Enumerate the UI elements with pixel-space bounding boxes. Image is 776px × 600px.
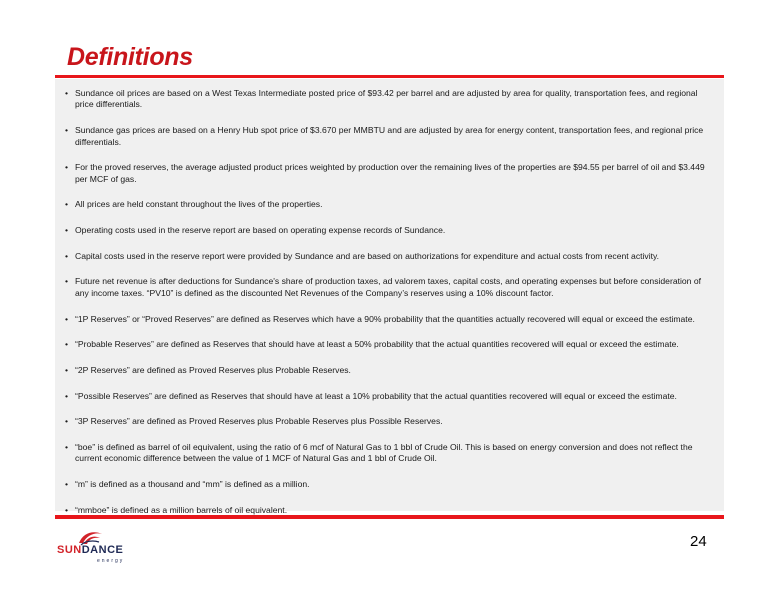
definitions-list: [65, 88, 714, 516]
definitions-panel: [55, 79, 724, 515]
list-item-text: Capital costs used in the reserve report were provided by Sundance and are based on authorizations for expenditure and actual costs from recent activity.: [75, 250, 660, 261]
list-item-text: Sundance gas prices are based on a Henry Hub spot price of $3.670 per MMBTU and are adjusted by area for energy content, transportation fees, and regional price differentials.: [75, 125, 704, 147]
page-number: 24: [690, 533, 707, 550]
bullet-icon: •: [65, 390, 69, 401]
list-item: [65, 251, 714, 262]
list-item-text: All prices are held constant throughout the lives of the properties.: [75, 199, 323, 210]
list-item: [65, 88, 714, 111]
list-item: [65, 416, 714, 427]
top-divider: [55, 75, 724, 78]
bullet-icon: •: [65, 313, 69, 324]
list-item: [65, 365, 714, 376]
list-item: [65, 276, 714, 299]
list-item: [65, 391, 714, 402]
bullet-icon: •: [65, 442, 69, 453]
bullet-icon: •: [65, 199, 69, 210]
list-item-text: Future net revenue is after deductions for Sundance's share of production taxes, ad valorem taxes, capital costs, and operating expenses but before consideration of any income taxes. “PV10” is defined as the discounted Net Revenues of the Company’s reserves using a 10% discount factor.: [75, 276, 702, 298]
list-item-text: For the proved reserves, the average adjusted product prices weighted by production over the remaining lives of the properties are $94.55 per barrel of oil and $3.449 per MCF of gas.: [75, 162, 705, 184]
page-title: Definitions: [67, 43, 193, 71]
bullet-icon: •: [65, 364, 69, 375]
bullet-icon: •: [65, 339, 69, 350]
bullet-icon: •: [65, 162, 69, 173]
list-item: [65, 162, 714, 185]
list-item-text: Operating costs used in the reserve report are based on operating expense records of Sundance.: [75, 225, 446, 236]
bullet-icon: •: [65, 504, 69, 515]
list-item: [65, 314, 714, 325]
list-item-text: “1P Reserves” or “Proved Reserves” are defined as Reserves which have a 90% probability that the quantities actually recovered will equal or exceed the estimate.: [75, 313, 695, 324]
bullet-icon: •: [65, 479, 69, 490]
logo-word-part2: DANCE: [81, 544, 124, 556]
list-item: [65, 125, 714, 148]
company-logo: [57, 527, 147, 567]
list-item-text: “2P Reserves” are defined as Proved Reserves plus Probable Reserves.: [75, 364, 351, 375]
list-item: [65, 199, 714, 210]
list-item-text: “mmboe” is defined as a million barrels of oil equivalent.: [75, 504, 288, 515]
bullet-icon: •: [65, 250, 69, 261]
list-item: [65, 479, 714, 490]
list-item: [65, 225, 714, 236]
bullet-icon: •: [65, 225, 69, 236]
list-item-text: “Probable Reserves” are defined as Reserves that should have at least a 50% probability that the actual quantities recovered will equal or exceed the estimate.: [75, 339, 679, 350]
logo-subtitle: energy: [97, 558, 125, 564]
list-item-text: “3P Reserves” are defined as Proved Reserves plus Probable Reserves plus Possible Reserves.: [75, 416, 443, 427]
bullet-icon: •: [65, 88, 69, 98]
list-item-text: “Possible Reserves” are defined as Reserves that should have at least a 10% probability that the actual quantities recovered will equal or exceed the estimate.: [75, 390, 677, 401]
logo-wordmark: [57, 544, 123, 556]
list-item: [65, 442, 714, 465]
list-item-text: “m” is defined as a thousand and “mm” is defined as a million.: [75, 479, 310, 490]
list-item: [65, 339, 714, 350]
logo-word-part1: SUN: [57, 544, 82, 556]
bullet-icon: •: [65, 416, 69, 427]
list-item-text: “boe” is defined as barrel of oil equivalent, using the ratio of 6 mcf of Natural Gas to 1 bbl of Crude Oil. This is based on energy conversion and does not reflect the current economic difference between the value of 1 MCF of Natural Gas and 1 bbl of Crude Oil.: [75, 442, 693, 464]
bullet-icon: •: [65, 276, 69, 287]
list-item-text: Sundance oil prices are based on a West Texas Intermediate posted price of $93.42 per barrel and are adjusted by area for quality, transportation fees, and regional price differentials.: [75, 88, 698, 110]
bullet-icon: •: [65, 125, 69, 136]
bottom-divider: [55, 515, 724, 519]
